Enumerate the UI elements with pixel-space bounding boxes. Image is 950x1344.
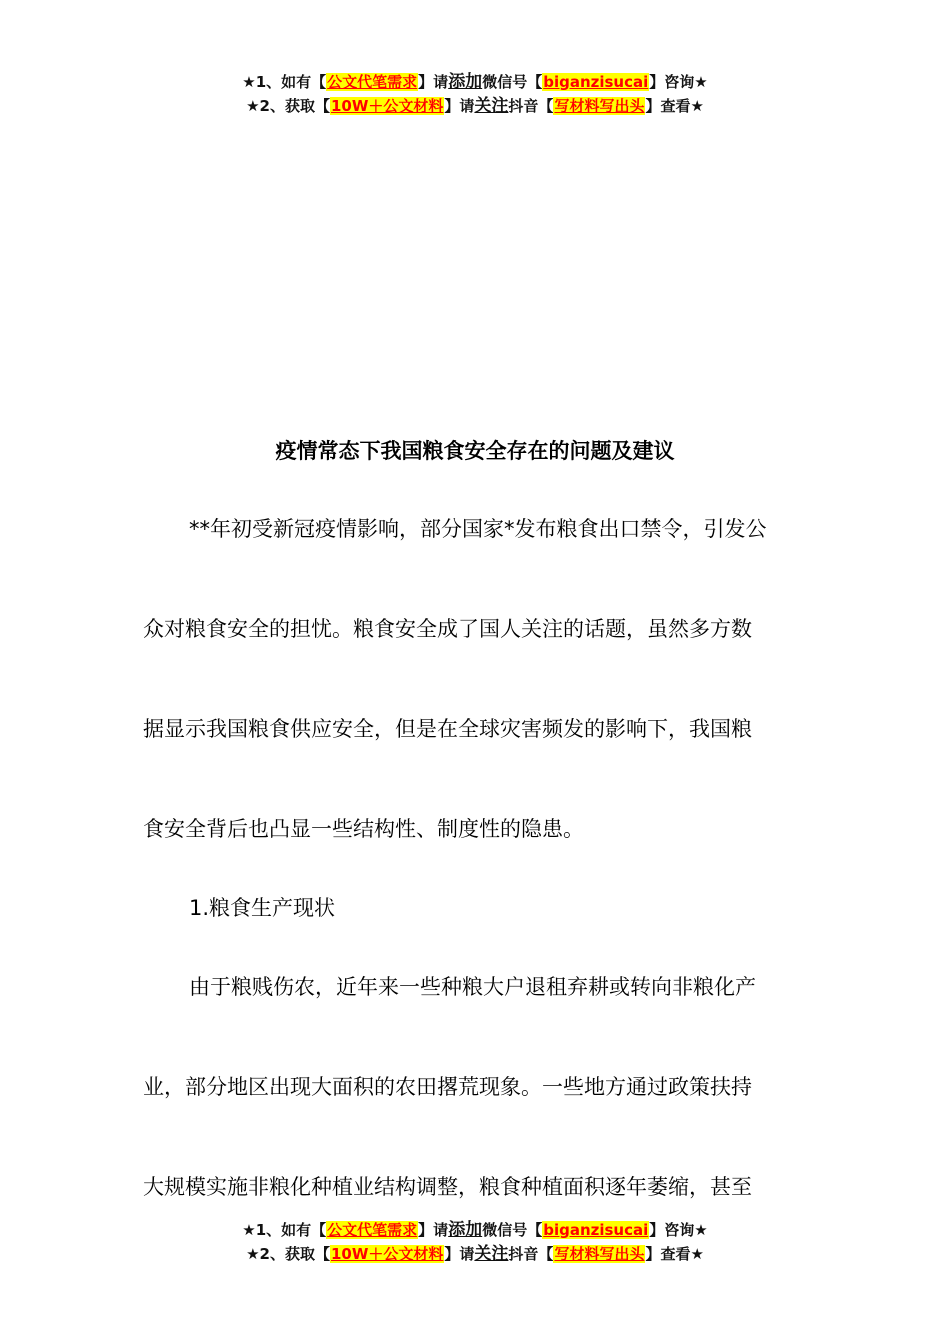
banner-text: ★2、获取【 bbox=[246, 97, 330, 115]
banner-text: 】请 bbox=[418, 73, 449, 91]
banner-text: 】咨询★ bbox=[649, 73, 708, 91]
banner-text: ★1、如有【 bbox=[242, 1221, 327, 1239]
underlined-text: 添加 bbox=[448, 1220, 483, 1240]
banner-line-2 bbox=[0, 1242, 950, 1266]
banner-text: 】请 bbox=[444, 97, 475, 115]
banner-text: 微信号【 bbox=[482, 1221, 543, 1239]
wechat-id-highlight: biganzisucai bbox=[543, 1221, 649, 1239]
document-title: 疫情常态下我国粮食安全存在的问题及建议 bbox=[275, 439, 675, 463]
banner-text: 抖音【 bbox=[508, 97, 554, 115]
banner-text: 抖音【 bbox=[508, 1245, 554, 1263]
douyin-account-highlight: 写材料写出头 bbox=[554, 97, 645, 115]
banner-text: ★1、如有【 bbox=[242, 73, 327, 91]
body-line-3: 据显示我国粮食供应安全，但是在全球灾害频发的影响下，我国粮 bbox=[143, 717, 752, 741]
banner-text: ★2、获取【 bbox=[246, 1245, 330, 1263]
footer-banner bbox=[0, 1218, 950, 1266]
header-banner bbox=[0, 70, 950, 118]
banner-line-2 bbox=[0, 94, 950, 118]
body-line-7: 大规模实施非粮化种植业结构调整，粮食种植面积逐年萎缩，甚至 bbox=[143, 1175, 752, 1199]
banner-text: 】咨询★ bbox=[649, 1221, 708, 1239]
banner-text: 】查看★ bbox=[645, 97, 704, 115]
highlight-tag: 10W＋公文材料 bbox=[330, 97, 444, 115]
banner-line-1 bbox=[0, 1218, 950, 1242]
underlined-text: 添加 bbox=[448, 72, 483, 92]
underlined-text: 关注 bbox=[474, 96, 509, 116]
highlight-tag: 公文代笔需求 bbox=[327, 73, 418, 91]
wechat-id-highlight: biganzisucai bbox=[543, 73, 649, 91]
banner-text: 微信号【 bbox=[482, 73, 543, 91]
banner-line-1 bbox=[0, 70, 950, 94]
body-line-6: 业，部分地区出现大面积的农田撂荒现象。一些地方通过政策扶持 bbox=[143, 1075, 752, 1099]
body-line-5: 由于粮贱伤农，近年来一些种粮大户退租弃耕或转向非粮化产 bbox=[189, 975, 756, 999]
highlight-tag: 公文代笔需求 bbox=[327, 1221, 418, 1239]
body-line-4: 食安全背后也凸显一些结构性、制度性的隐患。 bbox=[143, 817, 584, 841]
highlight-tag: 10W＋公文材料 bbox=[330, 1245, 444, 1263]
underlined-text: 关注 bbox=[474, 1244, 509, 1264]
banner-text: 】请 bbox=[418, 1221, 449, 1239]
banner-text: 】查看★ bbox=[645, 1245, 704, 1263]
body-line-1: **年初受新冠疫情影响，部分国家*发布粮食出口禁令，引发公 bbox=[189, 517, 767, 541]
douyin-account-highlight: 写材料写出头 bbox=[554, 1245, 645, 1263]
body-line-2: 众对粮食安全的担忧。粮食安全成了国人关注的话题，虽然多方数 bbox=[143, 617, 752, 641]
banner-text: 】请 bbox=[444, 1245, 475, 1263]
section-heading: 1.粮食生产现状 bbox=[189, 896, 336, 920]
